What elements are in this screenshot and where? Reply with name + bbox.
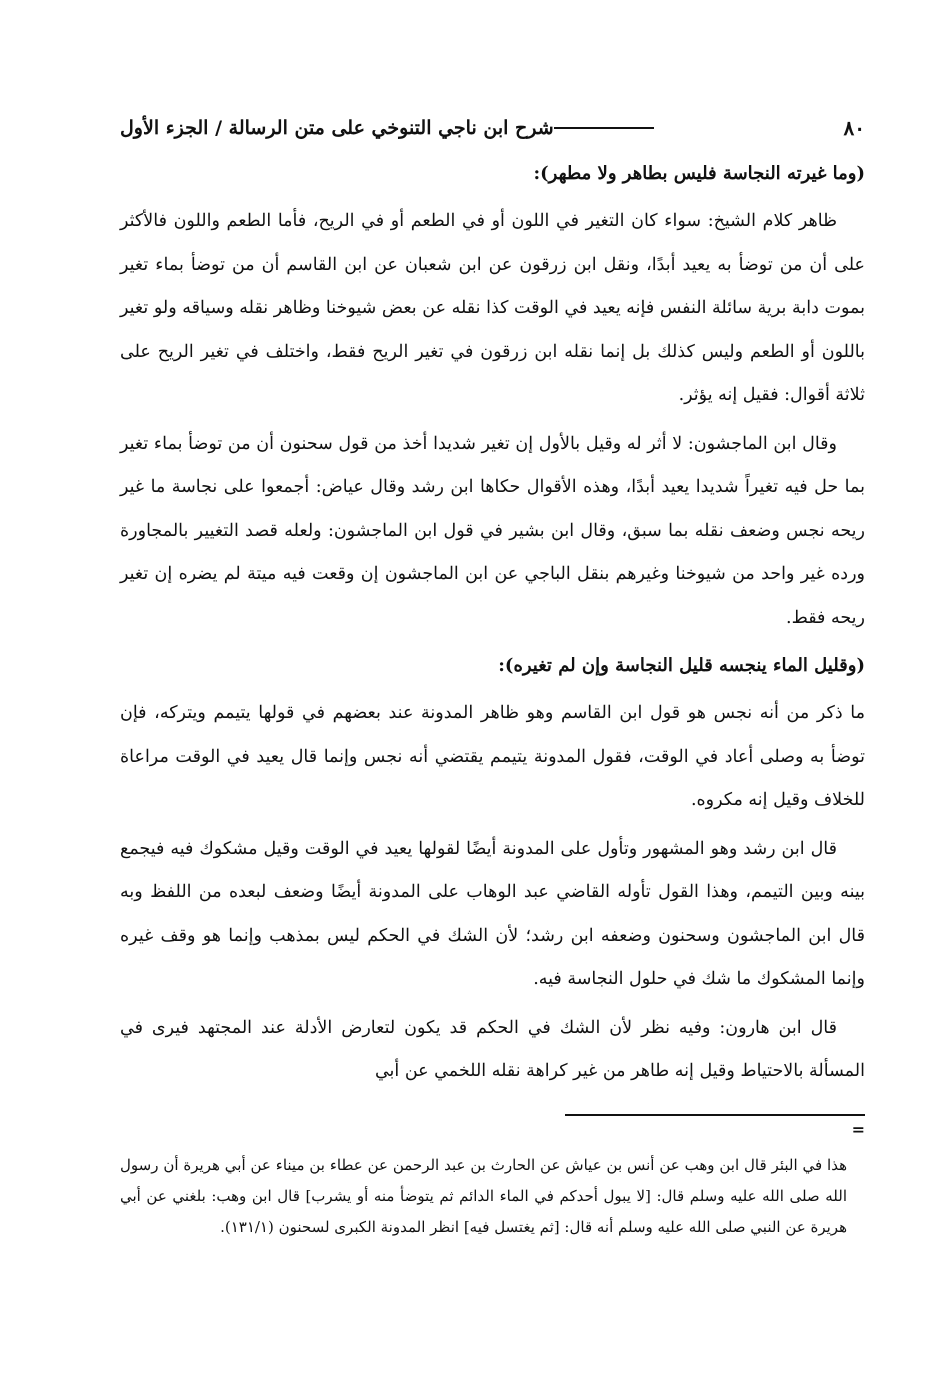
header-title-group bbox=[120, 117, 668, 139]
paragraph-5: قال ابن هارون: وفيه نظر لأن الشك في الحكم قد يكون لتعارض الأدلة عند المجتهد فيرى في المسألة بالاحتياط وقيل إنه طاهر من غير كراهة نقله اللخمي عن أبي bbox=[120, 1017, 865, 1081]
paragraph-1: ظاهر كلام الشيخ: سواء كان التغير في اللون أو في الطعم أو في الريح، فأما الطعم واللون فالأكثر على أن من توضأ به يعيد أبدًا، ونقل ابن زرقون عن ابن شعبان عن ابن القاسم أن من توضأ بماء تغير بموت دابة برية سائلة النفس فإنه يعيد في الوقت كذا نقله عن بعض شيوخنا وظاهر نقله وسياقه ولو تغير باللون أو الطعم وليس كذلك بل إنما نقله ابن زرقون في تغير الريح فقط، واختلف في تغير الريح على ثلاثة أقوال: فقيل إنه يؤثر. bbox=[120, 211, 865, 405]
section-heading-2: (وقليل الماء ينجسه قليل النجاسة وإن لم تغيره): bbox=[498, 655, 865, 676]
paragraph-4: قال ابن رشد وهو المشهور وتأول على المدونة أيضًا لقولها يعيد في الوقت وقيل مشكوك فيه فيجمع بينه وبين التيمم، وهذا القول تأوله القاضي عبد الوهاب على المدونة أيضًا وضعف لبعده من اللفظ وبه قال ابن الماجشون وسحنون وضعفه ابن رشد؛ لأن الشك في الحكم ليس بمذهب وإنما هو وقف غيره وإنما المشكوك ما شك في حلول النجاسة فيه. bbox=[120, 838, 865, 989]
section-heading-1: (وما غيرته النجاسة فليس بطاهر ولا مطهر): bbox=[533, 163, 865, 184]
page-number: ٨٠ bbox=[843, 116, 865, 140]
footnote-separator bbox=[565, 1114, 865, 1116]
running-header bbox=[120, 108, 865, 148]
header-rule bbox=[554, 127, 654, 129]
footnote-text: هذا في البئر قال ابن وهب عن أنس بن عياش عن الحارث بن عبد الرحمن عن عطاء بن ميناء عن أبي هريرة أن رسول الله صلى الله عليه وسلم قال: [لا يبول أحدكم في الماء الدائم ثم يتوضأ منه أو يشرب] قال ابن وهب: بلغني عن أبي هريرة عن النبي صلى الله عليه وسلم أنه قال: [ثم يغتسل فيه] انظر المدونة الكبرى لسحنون (١٣١/١). bbox=[120, 1155, 847, 1236]
running-title: شرح ابن ناجي التنوخي على متن الرسالة / الجزء الأول bbox=[120, 117, 554, 139]
footnote-continuation-mark: = bbox=[851, 1119, 865, 1139]
paragraph-2: وقال ابن الماجشون: لا أثر له وقيل بالأول إن تغير شديدا أخذ من قول سحنون أن من توضأ بماء تغير بما حل فيه تغيراً شديدا يعيد أبدًا، وهذه الأقوال حكاها ابن رشد وقال عياض: أجمعوا على نجاسة ما غير ريحه نجس وضعف نقله بما سبق، وقال ابن بشير في قول ابن الماجشون: ولعله قصد التغيير بالمجاورة ورده غير واحد من شيوخنا وغيرهم بنقل الباجي عن ابن الماجشون إن وقعت فيه ميتة لم يضره إن تغير ريحه فقط. bbox=[120, 433, 865, 628]
paragraph-3: ما ذكر من أنه نجس هو قول ابن القاسم وهو ظاهر المدونة عند بعضهم في قولها يتيمم ويتركه، فإن توضأ به وصلى أعاد في الوقت، فقول المدونة يتيمم يقتضي أنه نجس وإنما قال يعيد في الوقت مراعاة للخلاف وقيل إنه مكروه. bbox=[120, 703, 865, 810]
